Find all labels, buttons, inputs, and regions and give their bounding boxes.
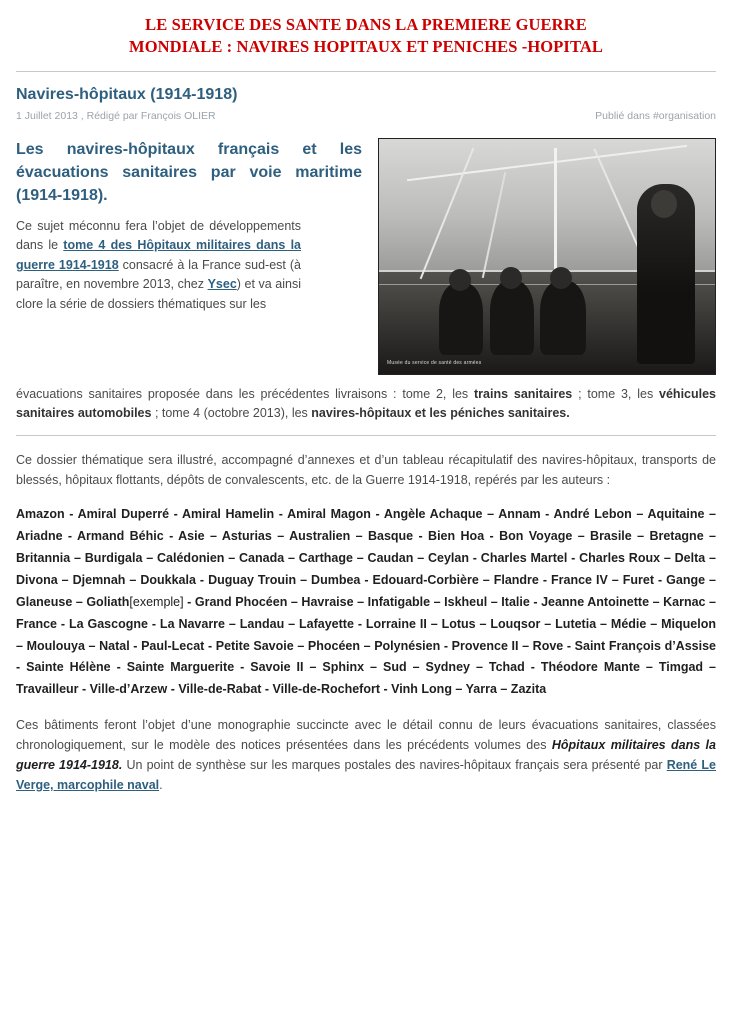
article-lede: Les navires-hôpitaux français et les évacuations sanitaires par voie maritime (1914-1918). — [16, 140, 362, 204]
photo-standing-figure — [637, 184, 695, 364]
vehicules-sanitaires-emphasis: véhicules sanitaires automobiles — [16, 386, 717, 420]
photo-seated-figure-1 — [439, 283, 483, 355]
closing-paragraph — [16, 715, 716, 795]
ship-list — [16, 504, 716, 701]
intro-paragraph-1 — [16, 217, 301, 314]
intro2-text-c: ; tome 4 (octobre 2013), les — [151, 405, 312, 420]
closing-text-a: Ces bâtiments feront l’objet d’une monographie succincte avec le détail connu de leurs évacuations sanitaires, classées chronologiquement, sur le modèle des notices présentées dans les précédents volumes des — [16, 718, 716, 753]
closing-text-b: Un point de synthèse sur les marques postales des navires-hôpitaux français sera présenté par — [122, 758, 667, 773]
dossier-paragraph: Ce dossier thématique sera illustré, accompagné d’annexes et d’un tableau récapitulatif des navires-hôpitaux, transports de blessés, hôpitaux flottants, dépôts de convalescents, etc. de la Guerre 1914-1918, repérés par les auteurs : — [16, 453, 716, 488]
photo-seated-figure-3 — [540, 281, 586, 355]
rene-le-verge-link[interactable]: René Le Verge, marcophile naval — [16, 758, 716, 793]
page-title-line-1: LE SERVICE DES SANTE DANS LA PREMIERE GUERRE — [145, 15, 587, 34]
intro-text-a: Ce sujet méconnu fera l’objet de développements dans le — [16, 219, 301, 253]
deck-photo — [378, 138, 716, 375]
photo-caption: Musée du service de santé des armées — [387, 359, 482, 366]
closing-text-c: . — [159, 778, 163, 793]
trains-sanitaires-emphasis: trains sanitaires — [474, 386, 573, 401]
photo-figure-head — [449, 269, 471, 291]
ysec-link[interactable]: Ysec — [207, 277, 237, 292]
article-heading: Navires-hôpitaux (1914-1918) — [16, 85, 238, 103]
intro2-text-b: ; tome 3, les — [572, 386, 660, 401]
intro-text-b: consacré à la France sud-est (à paraître, en novembre 2013, chez — [16, 257, 302, 292]
navires-hopitaux-emphasis: navires-hôpitaux et les péniches sanitaires. — [311, 405, 570, 420]
article-meta — [16, 110, 716, 122]
section-divider — [16, 435, 716, 436]
intro2-text-a: évacuations sanitaires proposée dans les précédentes livraisons : tome 2, les — [16, 386, 475, 401]
article-category[interactable]: Publié dans #organisation — [595, 109, 716, 122]
photo-figure-head — [651, 190, 677, 218]
intro-text-c: ) et va ainsi clore la série de dossiers thématiques sur les — [16, 277, 301, 311]
page-title-line-2: MONDIALE : NAVIRES HOPITAUX ET PENICHES -HOPITAL — [129, 37, 603, 57]
intro-section — [16, 138, 716, 424]
photo-mast — [554, 148, 557, 275]
photo-figure-head — [550, 267, 572, 289]
document-page — [0, 14, 732, 1016]
ship-list-note: [exemple] — [129, 594, 184, 609]
volumes-title-emphasis: Hôpitaux militaires dans la guerre 1914-1918. — [16, 738, 716, 773]
ship-list-part-1: Amazon - Amiral Duperré - Amiral Hamelin - Amiral Magon - Angèle Achaque – Annam - André Lebon – Aquitaine – Ariadne - Armand Béhic - Asie – Asturias – Australien – Basque - Bien Hoa - Bon Voyage – Brasile – Bretagne – Britannia – Burdigala – Calédonien – Canada – Carthage – Caudan – Ceylan - Charles Martel - Charles Roux – Delta – Divona – Djemnah – Doukkala - Duguay Trouin – Dumbea - Edouard-Corbière – Flandre - France IV – Furet - Gange – Glaneuse – Goliath — [16, 507, 716, 609]
tome4-link[interactable]: tome 4 des Hôpitaux militaires dans la guerre 1914-1918 — [16, 238, 301, 272]
title-divider — [16, 71, 716, 72]
photo-figure-head — [500, 267, 522, 289]
article-byline: 1 Juillet 2013 , Rédigé par François OLIER — [16, 109, 216, 122]
page-title — [16, 14, 716, 59]
photo-seated-figure-2 — [490, 281, 534, 355]
ship-list-part-2: - Grand Phocéen – Havraise – Infatigable – Iskheul – Italie - Jeanne Antoinette – Karnac – France - La Gascogne - La Navarre – Landau – Lafayette - Lorraine II – Lotus – Louqsor – Lutetia – Médie – Miquelon – Moulouya – Natal - Paul-Lecat - Petite Savoie – Phocéen – Polynésien - Provence II – Rove - Saint François d’Assise - Sainte Hélène - Sainte Marguerite - Savoie II – Sphinx – Sud – Sydney – Tchad - Théodore Mante – Timgad – Travailleur - Ville-d’Arzew - Ville-de-Rabat - Ville-de-Rochefort - Vinh Long – Yarra – Zazita — [16, 594, 716, 697]
intro-paragraph-2 — [16, 385, 716, 424]
